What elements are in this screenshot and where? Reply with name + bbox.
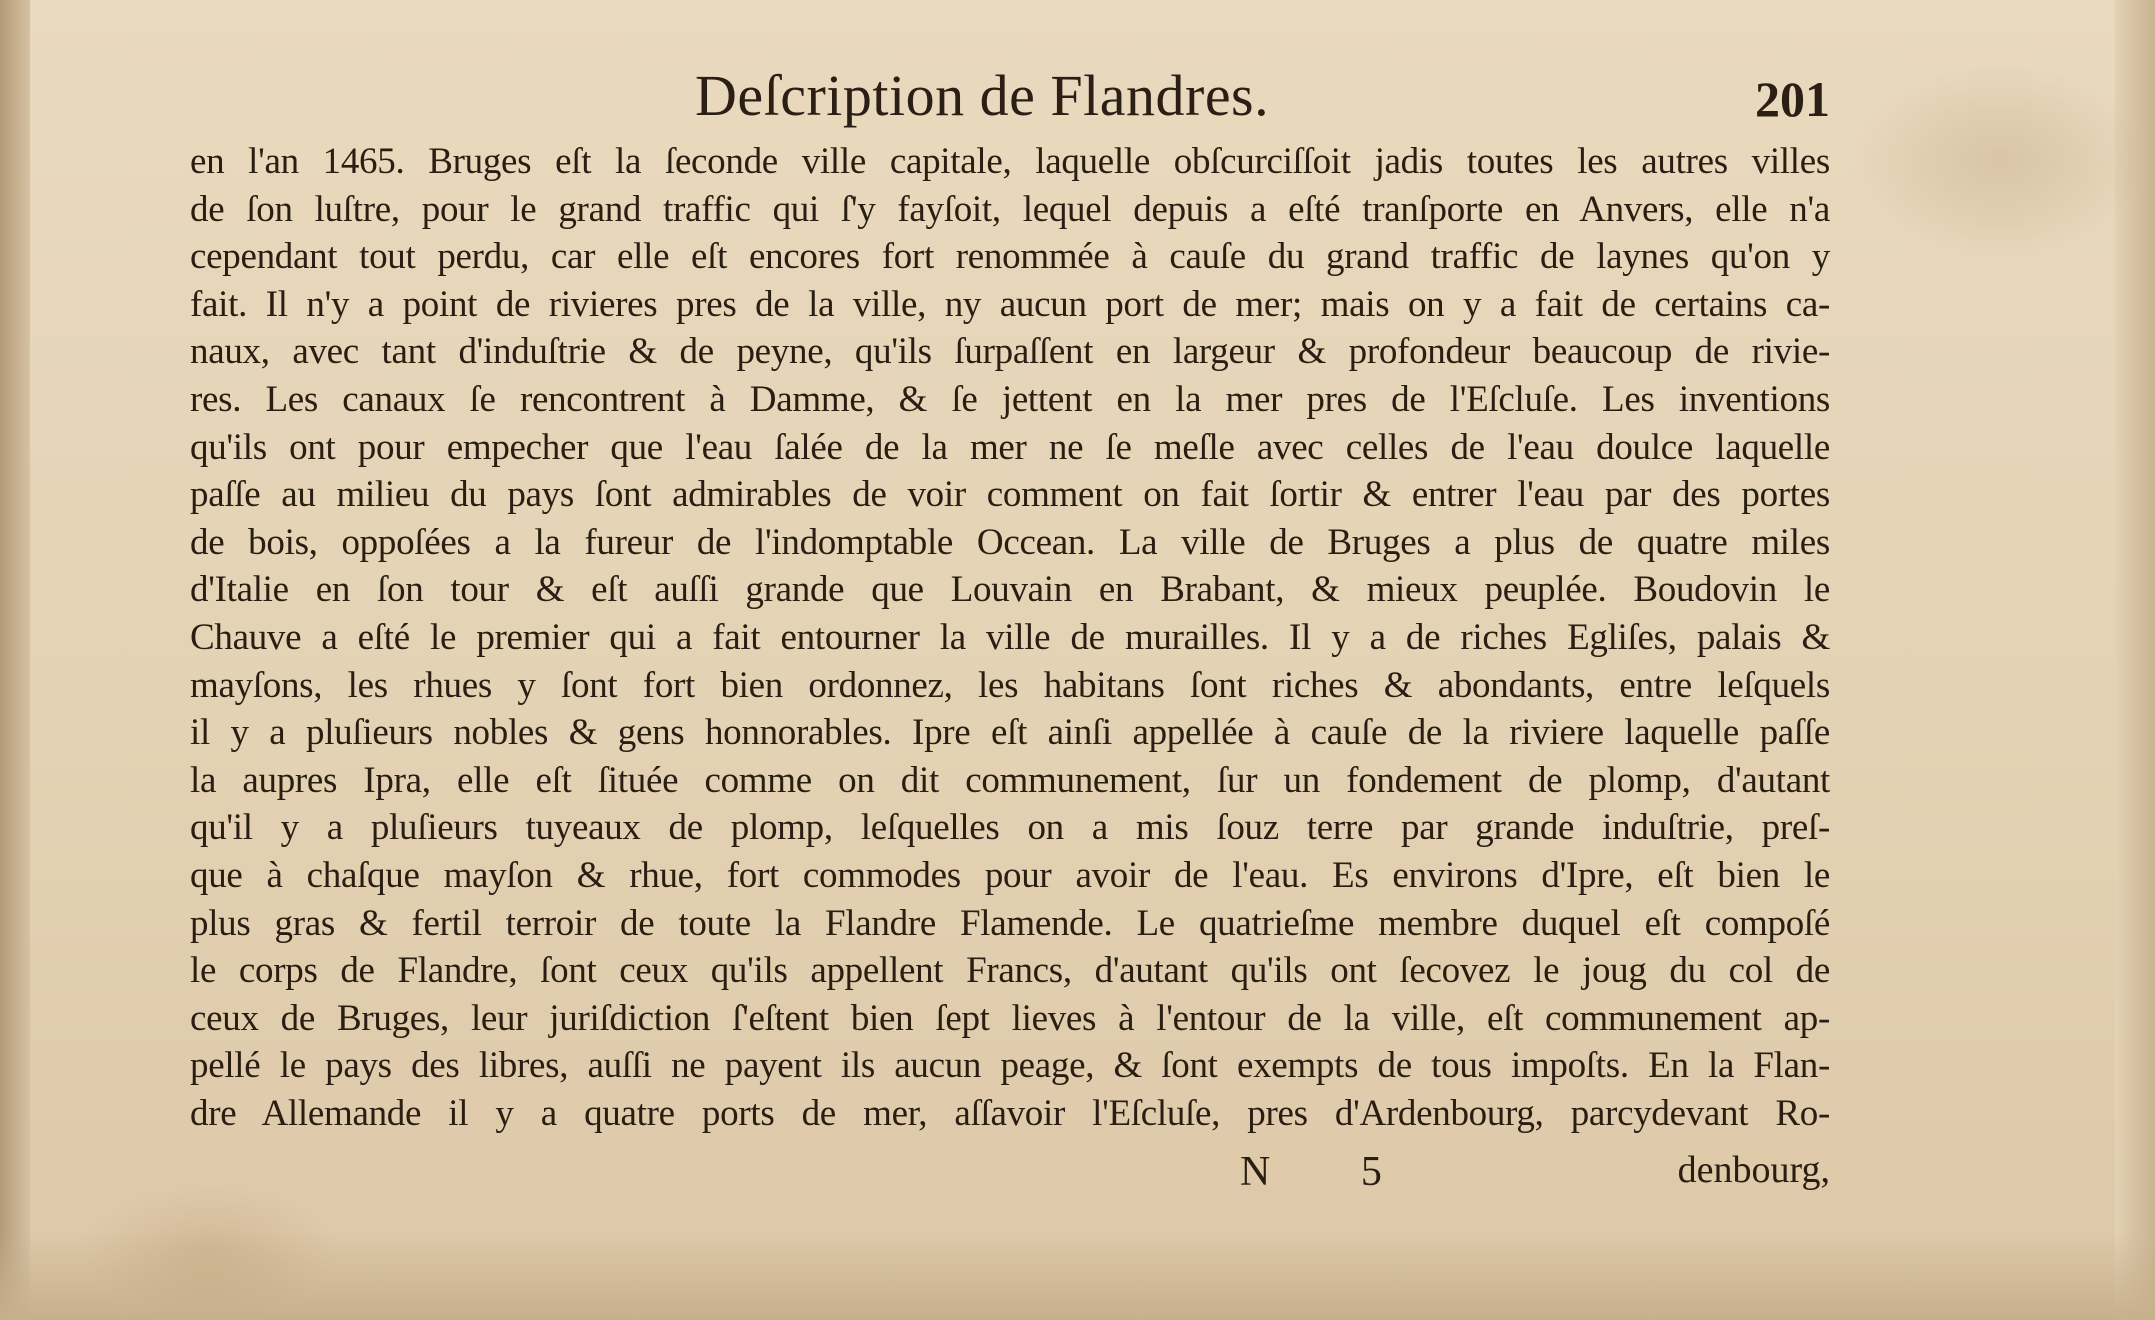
text-line: de bois, oppoſées a la fureur de l'indomptable Occean. La ville de Bruges a plus de quatre miles [190,521,1830,563]
text-line: il y a pluſieurs nobles & gens honnorables. Ipre eſt ainſi appellée à cauſe de la riviere laquelle paſſe [190,712,1830,754]
text-line: paſſe au milieu du pays ſont admirables de voir comment on fait ſortir & entrer l'eau par des portes [190,474,1830,516]
text-line: plus gras & fertil terroir de toute la Flandre Flamende. Le quatrieſme membre duquel eſt compoſé [190,902,1830,944]
text-line: Chauve a eſté le premier qui a fait entourner la ville de murailles. Il y a de riches Egliſes, palais & [190,616,1830,658]
text-line: de ſon luſtre, pour le grand traffic qui ſ'y fayſoit, lequel depuis a eſté tranſporte en Anvers, elle n'a [190,188,1830,230]
text-line: fait. Il n'y a point de rivieres pres de la ville, ny aucun port de mer; mais on y a fait de certains ca- [190,283,1830,325]
paper-stain [1850,60,2150,260]
text-line: d'Italie en ſon tour & eſt auſſi grande que Louvain en Brabant, & mieux peuplée. Boudovin le [190,569,1830,611]
text-line: le corps de Flandre, ſont ceux qu'ils appellent Francs, d'autant qu'ils ont ſecovez le joug du col de [190,950,1830,992]
text-line: mayſons, les rhues y ſont fort bien ordonnez, les habitans ſont riches & abondants, entre leſquels [190,664,1830,706]
text-line: en l'an 1465. Bruges eſt la ſeconde ville capitale, laquelle obſcurciſſoit jadis toutes les autres villes [190,141,1830,182]
body-text [190,138,1830,1137]
catchword: denbourg, [1677,1149,1830,1191]
text-line: dre Allemande il y a quatre ports de mer, aſſavoir l'Eſcluſe, pres d'Ardenbourg, parcydevant Ro- [190,1092,1830,1134]
text-line: que à chaſque mayſon & rhue, fort commodes pour avoir de l'eau. Es environs d'Ipre, eſt bien le [190,854,1830,896]
signature-mark: N 5 [1240,1149,1422,1195]
page-header [190,62,1830,142]
page-left-edge [0,0,30,1320]
text-line: res. Les canaux ſe rencontrent à Damme, & ſe jettent en la mer pres de l'Eſcluſe. Les inventions [190,378,1830,420]
text-line: cependant tout perdu, car elle eſt encores fort renommée à cauſe du grand traffic de laynes qu'on y [190,236,1830,278]
text-line: naux, avec tant d'induſtrie & de peyne, qu'ils ſurpaſſent en largeur & profondeur beaucoup de rivie- [190,331,1830,373]
text-line: ceux de Bruges, leur juriſdiction ſ'eſtent bien ſept lieves à l'entour de la ville, eſt communement ap- [190,997,1830,1039]
text-line: qu'il y a pluſieurs tuyeaux de plomp, leſquelles on a mis ſouz terre par grande induſtrie, preſ- [190,807,1830,849]
text-line: la aupres Ipra, elle eſt ſituée comme on dit communement, ſur un fondement de plomp, d'autant [190,759,1830,801]
text-line: pellé le pays des libres, auſſi ne payent ils aucun peage, & ſont exempts de tous impoſts. En la Flan- [190,1045,1830,1087]
page-number: 201 [1755,71,1830,127]
running-title: Deſcription de Flandres. [695,63,1270,128]
page-footer [190,1148,1830,1208]
text-line: qu'ils ont pour empecher que l'eau ſalée de la mer ne ſe meſle avec celles de l'eau doulce laquelle [190,426,1830,468]
